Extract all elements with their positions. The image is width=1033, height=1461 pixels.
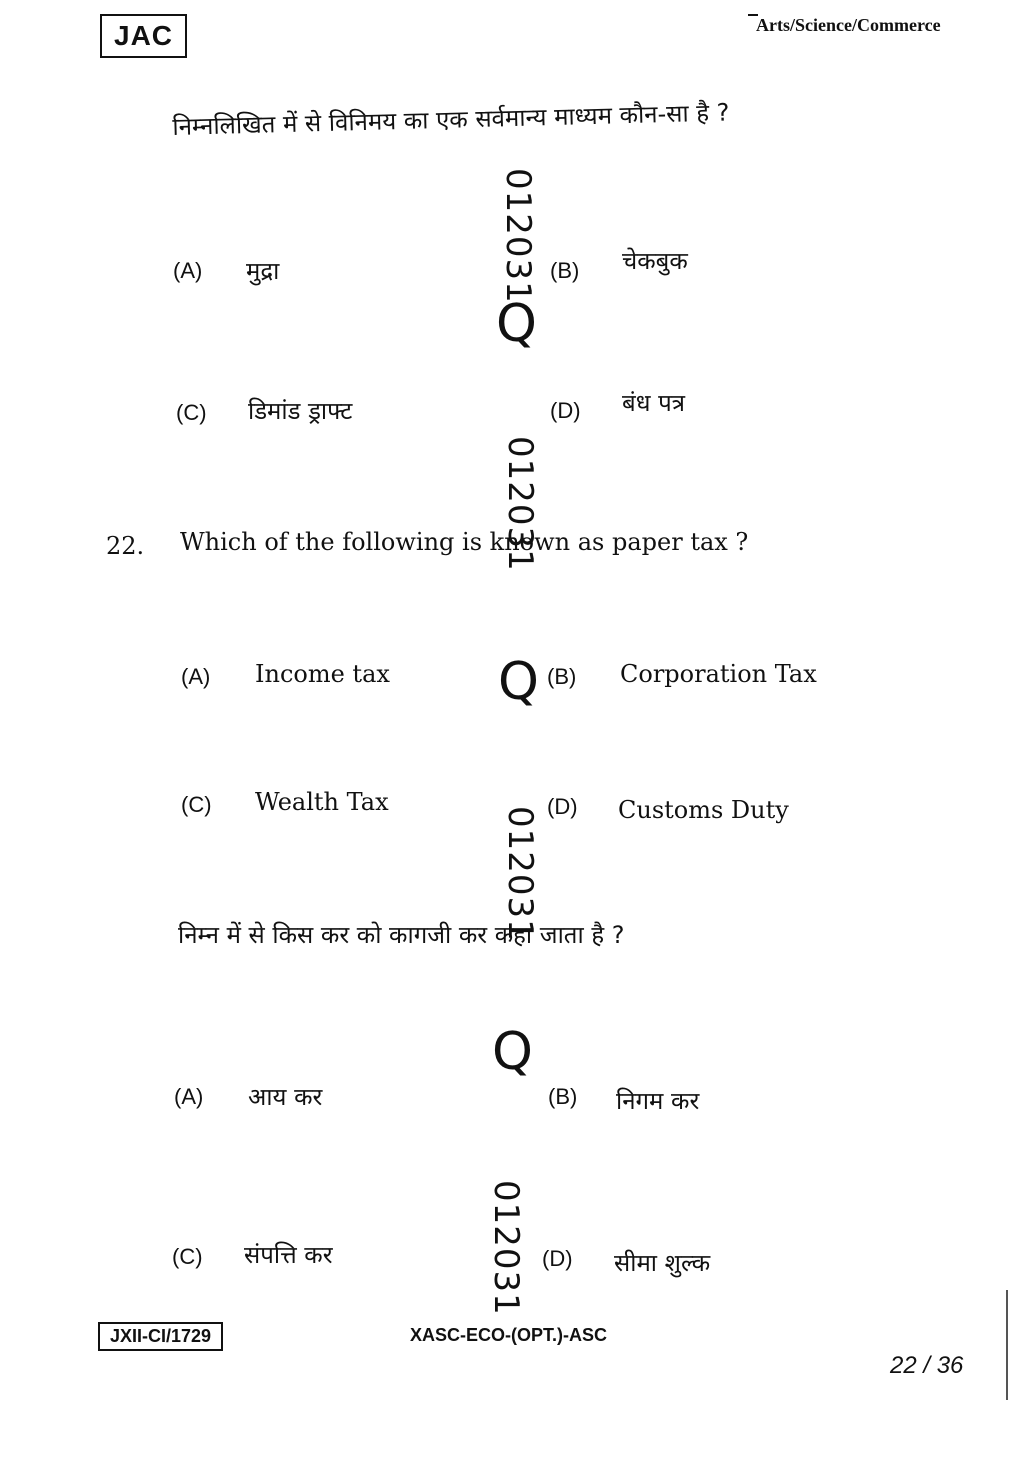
watermark-code-4: 012031 (486, 1180, 526, 1316)
q21h-option-d-label: (D) (550, 398, 581, 423)
q22-option-d-text: Customs Duty (618, 796, 789, 824)
q22h-option-a-label: (A) (174, 1084, 204, 1109)
q22h-option-d-label: (D) (542, 1246, 573, 1271)
question-22-number: 22. (106, 532, 145, 560)
q22-option-d-label: (D) (547, 794, 578, 819)
q22h-option-a-text: आय कर (248, 1083, 323, 1111)
page-number: 22 / 36 (890, 1352, 964, 1379)
q22h-option-c-text: संपत्ति कर (244, 1241, 333, 1269)
q21h-option-c-label: (C) (176, 400, 207, 425)
watermark-code-1: 012031 (498, 168, 538, 304)
board-logo-box: JAC (100, 14, 187, 58)
subject-code: XASC-ECO-(OPT.)-ASC (410, 1325, 607, 1345)
q21h-option-c-text: डिमांड ड्राफ्ट (248, 397, 353, 425)
question-21-hindi: निम्नलिखित में से विनिमय का एक सर्वमान्य माध्यम कौन-सा है ? (172, 98, 730, 141)
q22h-option-b-label: (B) (548, 1084, 578, 1109)
q22-option-c-text: Wealth Tax (255, 788, 389, 816)
paper-code-box: JXII-CI/1729 (98, 1322, 223, 1351)
q22-option-b-label: (B) (547, 664, 577, 689)
watermark-code-2: 012031 (500, 436, 540, 572)
q22h-option-c-label: (C) (172, 1244, 203, 1269)
q22h-option-d-text: सीमा शुल्क (614, 1249, 711, 1277)
watermark-q-2: Q (498, 652, 539, 712)
q22-option-a-text: Income tax (255, 660, 390, 688)
q22-option-c-label: (C) (181, 792, 212, 817)
q21h-option-a-label: (A) (173, 258, 203, 283)
q21h-option-a-text: मुद्रा (246, 257, 280, 285)
q22-option-a-label: (A) (181, 664, 211, 689)
question-22-text: Which of the following is known as paper tax ? (180, 528, 749, 556)
q22-option-b-text: Corporation Tax (620, 660, 817, 688)
question-22-hindi: निम्न में से किस कर को कागजी कर कहा जाता है ? (178, 921, 625, 949)
q22h-option-b-text: निगम कर (616, 1087, 700, 1115)
watermark-code-3: 012031 (500, 806, 540, 942)
watermark-q-3: Q (492, 1022, 533, 1082)
q21h-option-b-text: चेकबुक (622, 247, 688, 275)
q21h-option-b-label: (B) (550, 258, 580, 283)
q21h-option-d-text: बंध पत्र (622, 389, 685, 417)
watermark-q-1: Q (496, 294, 537, 354)
margin-line (1006, 1290, 1008, 1400)
stream-label: Arts/Science/Commerce (756, 15, 941, 35)
